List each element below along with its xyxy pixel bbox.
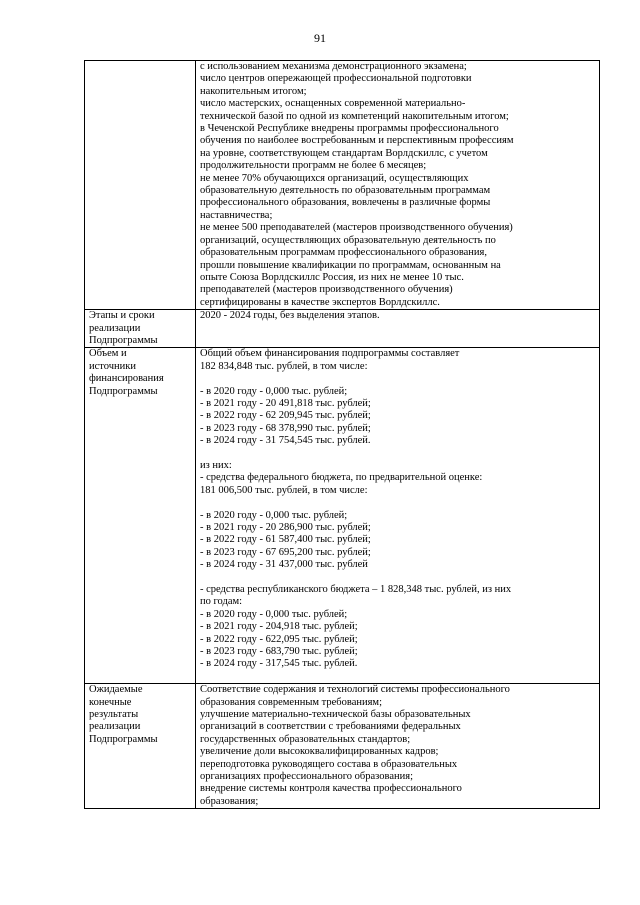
content-line: организаций, осуществляющих образовательную деятельность по <box>200 234 496 246</box>
row-label-line: Подпрограммы <box>89 733 158 745</box>
content-line: профессионального образования, вовлечены в различные формы <box>200 197 491 209</box>
content-line: обучения по наиболее востребованным и перспективным профессиям <box>200 135 514 147</box>
content-line: - в 2021 году - 20 286,900 тыс. рублей; <box>200 521 371 533</box>
content-line: улучшение материально-технической базы образовательных <box>200 709 471 721</box>
content-line: внедрение системы контроля качества профессионального <box>200 783 462 795</box>
row-content-cell <box>196 310 600 348</box>
blank-line <box>200 497 596 509</box>
content-line: число мастерских, оснащенных современной материально- <box>200 98 466 110</box>
content-line: - в 2024 году - 31 754,545 тыс. рублей. <box>200 435 371 447</box>
row-label-line: Объем и <box>89 348 127 360</box>
row-label-line: реализации <box>89 721 141 733</box>
content-line: - в 2021 году - 20 491,818 тыс. рублей; <box>200 397 371 409</box>
row-label-line: Этапы и сроки <box>89 310 155 322</box>
content-line: 181 006,500 тыс. рублей, в том числе: <box>200 484 368 496</box>
content-line: - в 2020 году - 0,000 тыс. рублей; <box>200 608 348 620</box>
content-line: образовательным программам профессионального образования, <box>200 247 487 259</box>
content-line: с использованием механизма демонстрационного экзамена; <box>200 61 467 72</box>
content-line: из них: <box>200 459 232 471</box>
content-line: - в 2022 году - 61 587,400 тыс. рублей; <box>200 534 371 546</box>
row-content-cell <box>196 684 600 809</box>
content-line: прошли повышение квалификации по программам, основанным на <box>200 259 501 271</box>
content-line: - в 2023 году - 68 378,990 тыс. рублей; <box>200 422 371 434</box>
content-line: технической базой по одной из компетенций накопительным итогом; <box>200 110 509 122</box>
content-line: 2020 - 2024 годы, без выделения этапов. <box>200 310 380 322</box>
content-line: - в 2023 году - 67 695,200 тыс. рублей; <box>200 546 371 558</box>
content-line: накопительным итогом; <box>200 85 307 97</box>
subprogram-passport-table <box>84 60 600 809</box>
content-line: число центров опережающей профессиональной подготовки <box>200 73 472 85</box>
row-label-line: конечные <box>89 696 132 708</box>
content-line: продолжительности программ не более 6 месяцев; <box>200 160 427 172</box>
content-line: организациях профессионального образования; <box>200 771 413 783</box>
content-line: - средства республиканского бюджета – 1 828,348 тыс. рублей, из них <box>200 584 512 595</box>
content-line: на уровне, соответствующем стандартам Ворлдскиллс, с учетом <box>200 147 488 159</box>
content-line: образования современным требованиям; <box>200 696 382 708</box>
blank-line <box>200 373 596 385</box>
table-row <box>85 684 600 809</box>
row-label-line: финансирования <box>89 373 164 385</box>
blank-line <box>200 448 596 460</box>
content-line: не менее 500 преподавателей (мастеров производственного обучения) <box>200 222 513 234</box>
content-line: в Чеченской Республике внедрены программы профессионального <box>200 123 499 135</box>
content-line: по годам: <box>200 596 243 608</box>
content-line: - в 2024 году - 31 437,000 тыс. рублей <box>200 559 368 571</box>
content-line: наставничества; <box>200 209 273 221</box>
content-line: организаций в соответствии с требованиями федеральных <box>200 721 461 733</box>
content-line: преподавателей (мастеров производственного обучения) <box>200 284 453 296</box>
content-line: 182 834,848 тыс. рублей, в том числе: <box>200 360 368 372</box>
table-row <box>85 61 600 310</box>
content-line: - средства федерального бюджета, по предварительной оценке: <box>200 472 483 484</box>
content-line: государственных образовательных стандартов; <box>200 733 411 745</box>
content-line: Соответствие содержания и технологий системы профессионального <box>200 684 510 696</box>
row-label-line: реализации <box>89 322 141 334</box>
page-number: 91 <box>314 31 326 45</box>
table-row <box>85 348 600 684</box>
content-line: образования; <box>200 795 259 807</box>
content-line: - в 2021 году - 204,918 тыс. рублей; <box>200 621 358 633</box>
row-content-cell <box>196 348 600 684</box>
blank-line <box>200 671 596 683</box>
table-row <box>85 310 600 348</box>
row-label-cell <box>85 310 196 348</box>
row-label-cell <box>85 684 196 809</box>
row-label-line: результаты <box>89 709 139 721</box>
row-label-cell <box>85 348 196 684</box>
content-line: - в 2020 году - 0,000 тыс. рублей; <box>200 385 348 397</box>
row-label-line: Ожидаемые <box>89 684 143 696</box>
row-label-cell <box>85 61 196 310</box>
row-label-line: Подпрограммы <box>89 385 158 397</box>
content-line: не менее 70% обучающихся организаций, осуществляющих <box>200 172 469 184</box>
row-label-line: Подпрограммы <box>89 334 158 346</box>
content-line: - в 2022 году - 62 209,945 тыс. рублей; <box>200 410 371 422</box>
content-line: сертифицированы в качестве экспертов Ворлдскиллс. <box>200 296 440 308</box>
content-line: переподготовка руководящего состава в образовательных <box>200 758 458 770</box>
content-line: Общий объем финансирования подпрограммы составляет <box>200 348 460 360</box>
content-line: увеличение доли высококвалифицированных кадров; <box>200 746 439 758</box>
row-content-cell <box>196 61 600 310</box>
content-line: - в 2020 году - 0,000 тыс. рублей; <box>200 509 348 521</box>
row-label-line: источники <box>89 360 136 372</box>
content-line: опыте Союза Ворлдскиллс Россия, из них не менее 10 тыс. <box>200 271 464 283</box>
blank-line <box>200 572 596 584</box>
content-line: - в 2024 году - 317,545 тыс. рублей. <box>200 658 358 670</box>
content-line: - в 2023 году - 683,790 тыс. рублей; <box>200 646 358 658</box>
content-line: образовательную деятельность по образовательным программам <box>200 185 491 197</box>
content-line: - в 2022 году - 622,095 тыс. рублей; <box>200 633 358 645</box>
